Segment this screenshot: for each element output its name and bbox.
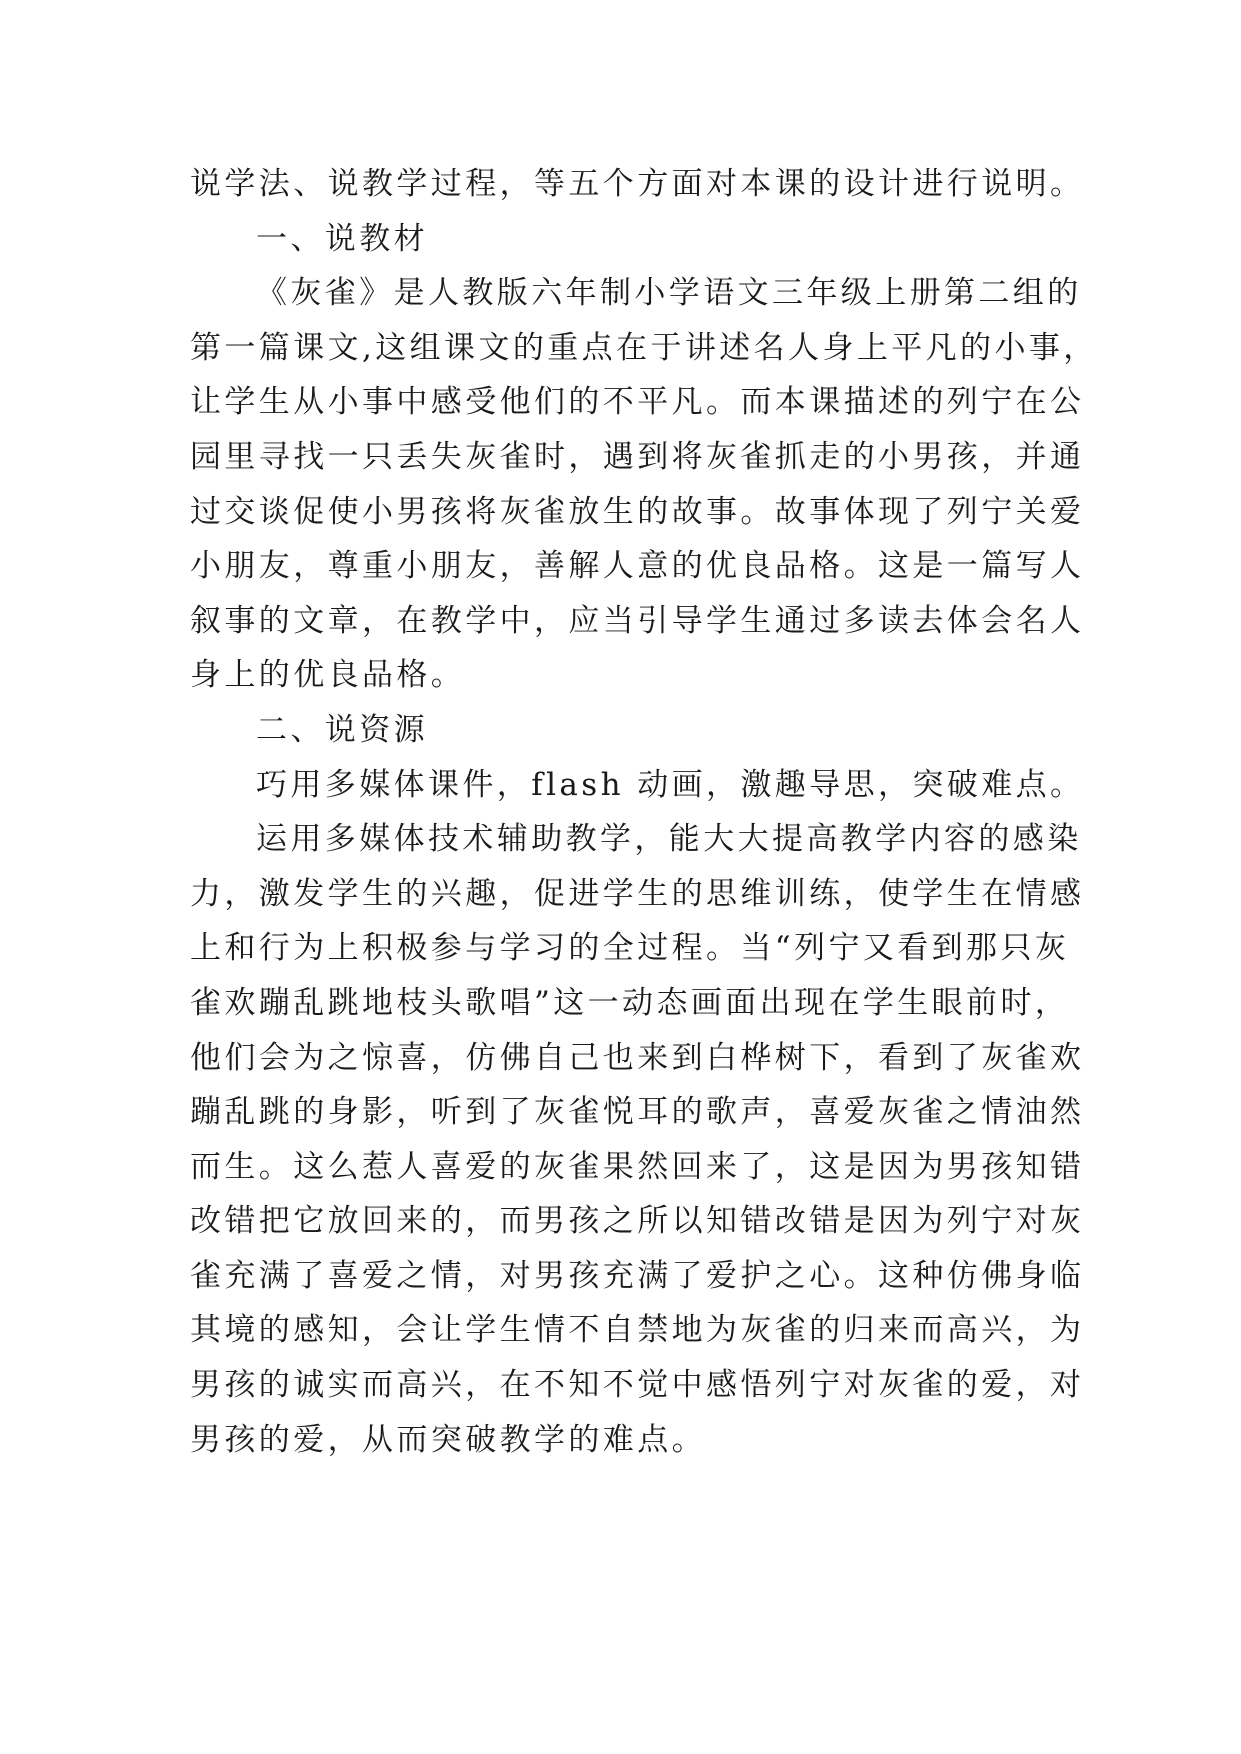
text-line: 上和行为上积极参与学习的全过程。当“列宁又看到那只灰 <box>190 930 1070 967</box>
text-line: 雀充满了喜爱之情，对男孩充满了爱护之心。这种仿佛身临 <box>190 1257 1085 1294</box>
document-body <box>190 157 1098 1467</box>
text-line: 让学生从小事中感受他们的不平凡。而本课描述的列宁在公 <box>190 384 1085 421</box>
text-line: 男孩的爱，从而突破教学的难点。 <box>190 1421 706 1458</box>
text-line: 雀欢蹦乱跳地枝头歌唱”这一动态画面出现在学生眼前时， <box>190 984 1070 1021</box>
text-line: 叙事的文章，在教学中，应当引导学生通过多读去体会名人 <box>190 602 1085 639</box>
text-line: 男孩的诚实而高兴，在不知不觉中感悟列宁对灰雀的爱，对 <box>190 1367 1085 1404</box>
paragraph-start-line: 《灰雀》是人教版六年制小学语文三年级上册第二组的 <box>256 275 1082 312</box>
text-line: 身上的优良品格。 <box>190 657 466 694</box>
text-line: 过交谈促使小男孩将灰雀放生的故事。故事体现了列宁关爱 <box>190 493 1085 530</box>
paragraph-start-line: 二、说资源 <box>256 711 428 748</box>
text-line: 小朋友，尊重小朋友，善解人意的优良品格。这是一篇写人 <box>190 548 1085 585</box>
text-line: 改错把它放回来的，而男孩之所以知错改错是因为列宁对灰 <box>190 1203 1085 1240</box>
text-line: 他们会为之惊喜，仿佛自己也来到白桦树下，看到了灰雀欢 <box>190 1039 1085 1076</box>
text-line: 蹦乱跳的身影，听到了灰雀悦耳的歌声，喜爱灰雀之情油然 <box>190 1094 1085 1131</box>
text-line: 而生。这么惹人喜爱的灰雀果然回来了，这是因为男孩知错 <box>190 1148 1085 1185</box>
paragraph-start-line: 巧用多媒体课件，flash 动画，激趣导思，突破难点。 <box>256 766 1085 803</box>
text-line: 其境的感知，会让学生情不自禁地为灰雀的归来而高兴，为 <box>190 1312 1085 1349</box>
paragraph-start-line: 一、说教材 <box>256 220 428 257</box>
text-line: 说学法、说教学过程，等五个方面对本课的设计进行说明。 <box>190 166 1085 202</box>
text-line: 第一篇课文,这组课文的重点在于讲述名人身上平凡的小事， <box>190 329 1098 366</box>
paragraph-start-line: 运用多媒体技术辅助教学，能大大提高教学内容的感染 <box>256 821 1082 858</box>
text-line: 园里寻找一只丢失灰雀时，遇到将灰雀抓走的小男孩，并通 <box>190 438 1085 475</box>
text-line: 力，激发学生的兴趣，促进学生的思维训练，使学生在情感 <box>190 875 1085 912</box>
